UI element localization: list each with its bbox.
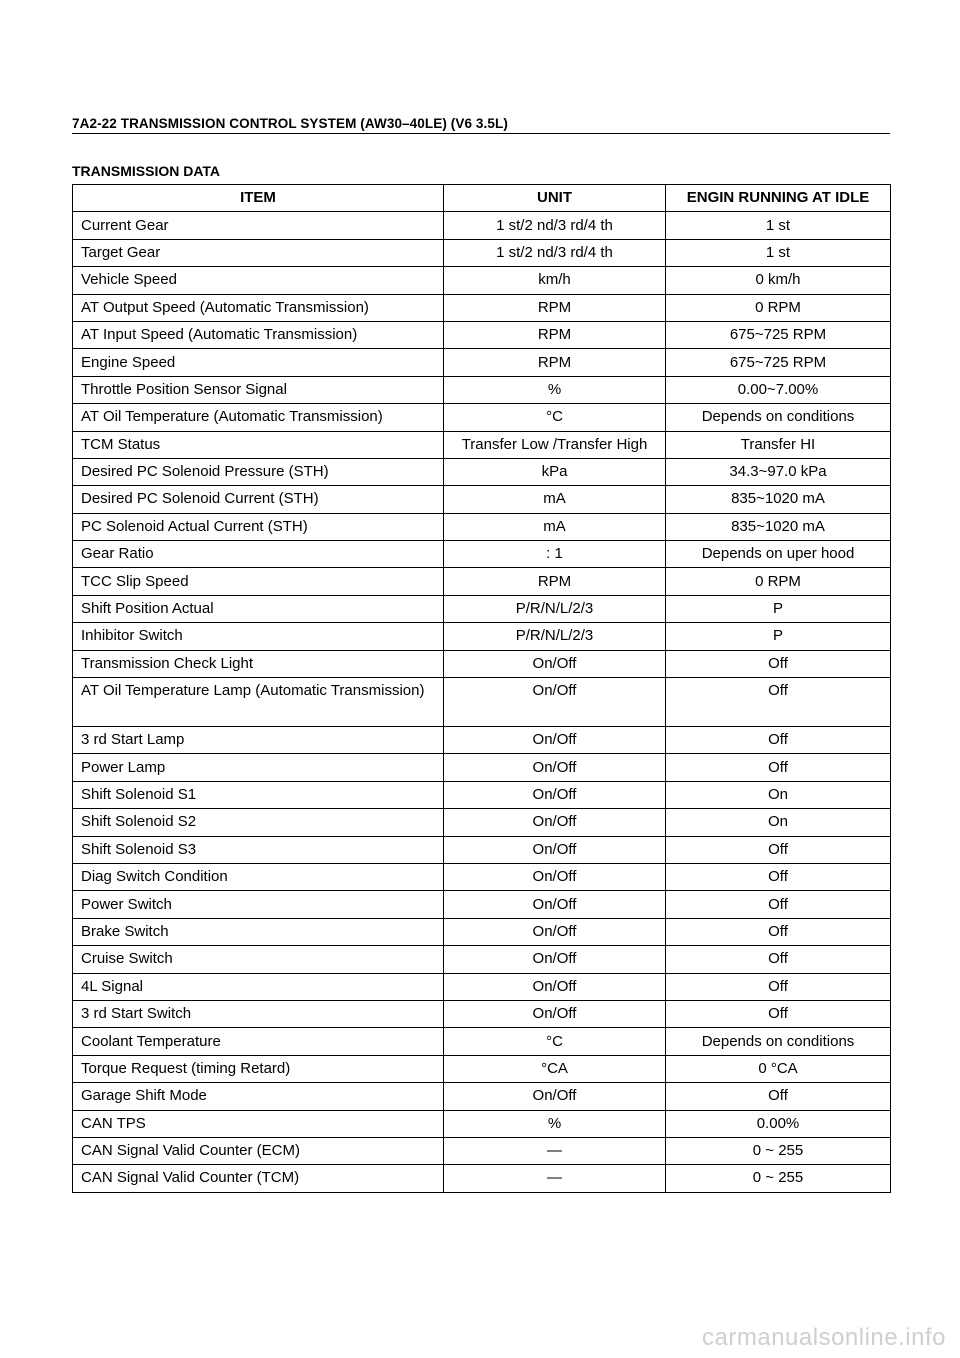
cell-value: On: [666, 781, 891, 808]
table-row: [73, 727, 891, 754]
cell-item: Throttle Position Sensor Signal: [73, 376, 444, 403]
cell-value: 1 st: [666, 212, 891, 239]
cell-item: Current Gear: [73, 212, 444, 239]
watermark: carmanualsonline.info: [702, 1324, 946, 1351]
cell-item: Shift Position Actual: [73, 595, 444, 622]
cell-unit: On/Off: [444, 1000, 666, 1027]
section-title: TRANSMISSION DATA: [72, 163, 221, 179]
cell-value: Off: [666, 918, 891, 945]
cell-value: Depends on conditions: [666, 1028, 891, 1055]
cell-value: 0 RPM: [666, 568, 891, 595]
cell-item: Shift Solenoid S3: [73, 836, 444, 863]
table-row: [73, 541, 891, 568]
table-row: [73, 946, 891, 973]
cell-item: Shift Solenoid S2: [73, 809, 444, 836]
cell-item: Power Lamp: [73, 754, 444, 781]
cell-unit: °CA: [444, 1055, 666, 1082]
cell-value: 0.00~7.00%: [666, 376, 891, 403]
cell-value: 835~1020 mA: [666, 486, 891, 513]
table-row: [73, 836, 891, 863]
cell-item: AT Output Speed (Automatic Transmission): [73, 294, 444, 321]
cell-value: 835~1020 mA: [666, 513, 891, 540]
table-row: [73, 321, 891, 348]
cell-value: 0 RPM: [666, 294, 891, 321]
cell-unit: On/Off: [444, 727, 666, 754]
cell-value: Off: [666, 1000, 891, 1027]
table-row: [73, 513, 891, 540]
table-row: [73, 1083, 891, 1110]
cell-unit: On/Off: [444, 781, 666, 808]
cell-value: Off: [666, 891, 891, 918]
table-row: [73, 1000, 891, 1027]
table-row: [73, 458, 891, 485]
cell-item: Cruise Switch: [73, 946, 444, 973]
cell-unit: On/Off: [444, 918, 666, 945]
cell-item: CAN Signal Valid Counter (TCM): [73, 1165, 444, 1192]
table-row: [73, 1137, 891, 1164]
cell-unit: On/Off: [444, 1083, 666, 1110]
table-row: [73, 754, 891, 781]
cell-item: Engine Speed: [73, 349, 444, 376]
cell-item: Transmission Check Light: [73, 650, 444, 677]
cell-unit: —: [444, 1165, 666, 1192]
table-row: [73, 1165, 891, 1192]
cell-item: Shift Solenoid S1: [73, 781, 444, 808]
cell-item: 3 rd Start Switch: [73, 1000, 444, 1027]
cell-value: Off: [666, 1083, 891, 1110]
cell-unit: On/Off: [444, 650, 666, 677]
cell-value: 675~725 RPM: [666, 321, 891, 348]
cell-unit: Transfer Low /Transfer High: [444, 431, 666, 458]
table-row: [73, 568, 891, 595]
table-row: [73, 918, 891, 945]
cell-value: 675~725 RPM: [666, 349, 891, 376]
table-row: [73, 1028, 891, 1055]
table-row: [73, 781, 891, 808]
cell-unit: %: [444, 376, 666, 403]
table-row: [73, 650, 891, 677]
cell-value: Transfer HI: [666, 431, 891, 458]
cell-item: Gear Ratio: [73, 541, 444, 568]
cell-item: Desired PC Solenoid Current (STH): [73, 486, 444, 513]
cell-item: Target Gear: [73, 239, 444, 266]
table-row: [73, 486, 891, 513]
cell-unit: —: [444, 1137, 666, 1164]
table-row: [73, 973, 891, 1000]
column-header-unit: UNIT: [444, 185, 666, 212]
table-row: [73, 863, 891, 890]
cell-unit: P/R/N/L/2/3: [444, 595, 666, 622]
cell-item: Torque Request (timing Retard): [73, 1055, 444, 1082]
cell-value: Off: [666, 678, 891, 727]
cell-unit: On/Off: [444, 973, 666, 1000]
cell-item: AT Input Speed (Automatic Transmission): [73, 321, 444, 348]
table-row: [73, 294, 891, 321]
cell-unit: °C: [444, 404, 666, 431]
cell-value: P: [666, 623, 891, 650]
cell-unit: On/Off: [444, 809, 666, 836]
cell-unit: On/Off: [444, 891, 666, 918]
cell-unit: RPM: [444, 321, 666, 348]
cell-unit: P/R/N/L/2/3: [444, 623, 666, 650]
cell-unit: °C: [444, 1028, 666, 1055]
table-row: [73, 431, 891, 458]
table-row: [73, 678, 891, 727]
cell-value: Off: [666, 650, 891, 677]
cell-unit: On/Off: [444, 863, 666, 890]
cell-item: Garage Shift Mode: [73, 1083, 444, 1110]
cell-unit: mA: [444, 486, 666, 513]
cell-item: Power Switch: [73, 891, 444, 918]
cell-value: 34.3~97.0 kPa: [666, 458, 891, 485]
table-row: [73, 809, 891, 836]
cell-item: Vehicle Speed: [73, 267, 444, 294]
table-row: [73, 404, 891, 431]
cell-unit: 1 st/2 nd/3 rd/4 th: [444, 239, 666, 266]
cell-unit: On/Off: [444, 946, 666, 973]
table-body: [73, 212, 891, 1192]
cell-item: AT Oil Temperature (Automatic Transmission): [73, 404, 444, 431]
table-header-row: [73, 185, 891, 212]
cell-value: Depends on conditions: [666, 404, 891, 431]
cell-unit: RPM: [444, 349, 666, 376]
table-row: [73, 376, 891, 403]
cell-item: 3 rd Start Lamp: [73, 727, 444, 754]
cell-value: Off: [666, 863, 891, 890]
cell-value: 0 km/h: [666, 267, 891, 294]
cell-value: Off: [666, 754, 891, 781]
cell-unit: km/h: [444, 267, 666, 294]
cell-item: Inhibitor Switch: [73, 623, 444, 650]
cell-unit: RPM: [444, 294, 666, 321]
cell-value: On: [666, 809, 891, 836]
cell-item: Coolant Temperature: [73, 1028, 444, 1055]
cell-item: AT Oil Temperature Lamp (Automatic Transmission): [73, 678, 444, 727]
cell-item: CAN Signal Valid Counter (ECM): [73, 1137, 444, 1164]
column-header-value: ENGIN RUNNING AT IDLE: [666, 185, 891, 212]
cell-item: TCM Status: [73, 431, 444, 458]
table-row: [73, 891, 891, 918]
cell-unit: On/Off: [444, 754, 666, 781]
table-row: [73, 623, 891, 650]
cell-unit: On/Off: [444, 836, 666, 863]
cell-value: Off: [666, 727, 891, 754]
cell-value: 0.00%: [666, 1110, 891, 1137]
cell-item: PC Solenoid Actual Current (STH): [73, 513, 444, 540]
cell-unit: kPa: [444, 458, 666, 485]
cell-value: 1 st: [666, 239, 891, 266]
cell-item: 4L Signal: [73, 973, 444, 1000]
cell-value: P: [666, 595, 891, 622]
cell-item: Desired PC Solenoid Pressure (STH): [73, 458, 444, 485]
cell-item: CAN TPS: [73, 1110, 444, 1137]
table-row: [73, 239, 891, 266]
cell-value: Off: [666, 836, 891, 863]
cell-unit: RPM: [444, 568, 666, 595]
cell-value: 0 ~ 255: [666, 1165, 891, 1192]
transmission-data-table: [72, 184, 891, 1193]
cell-value: 0 °CA: [666, 1055, 891, 1082]
table-row: [73, 267, 891, 294]
cell-unit: mA: [444, 513, 666, 540]
cell-value: Depends on uper hood: [666, 541, 891, 568]
table-row: [73, 212, 891, 239]
table-row: [73, 1055, 891, 1082]
cell-item: TCC Slip Speed: [73, 568, 444, 595]
page-header: 7A2-22 TRANSMISSION CONTROL SYSTEM (AW30–40LE) (V6 3.5L): [72, 116, 890, 134]
cell-value: Off: [666, 946, 891, 973]
cell-unit: 1 st/2 nd/3 rd/4 th: [444, 212, 666, 239]
cell-unit: On/Off: [444, 678, 666, 727]
cell-unit: : 1: [444, 541, 666, 568]
cell-unit: %: [444, 1110, 666, 1137]
cell-value: 0 ~ 255: [666, 1137, 891, 1164]
table-row: [73, 349, 891, 376]
table-row: [73, 1110, 891, 1137]
cell-value: Off: [666, 973, 891, 1000]
table-row: [73, 595, 891, 622]
column-header-item: ITEM: [73, 185, 444, 212]
cell-item: Brake Switch: [73, 918, 444, 945]
cell-item: Diag Switch Condition: [73, 863, 444, 890]
